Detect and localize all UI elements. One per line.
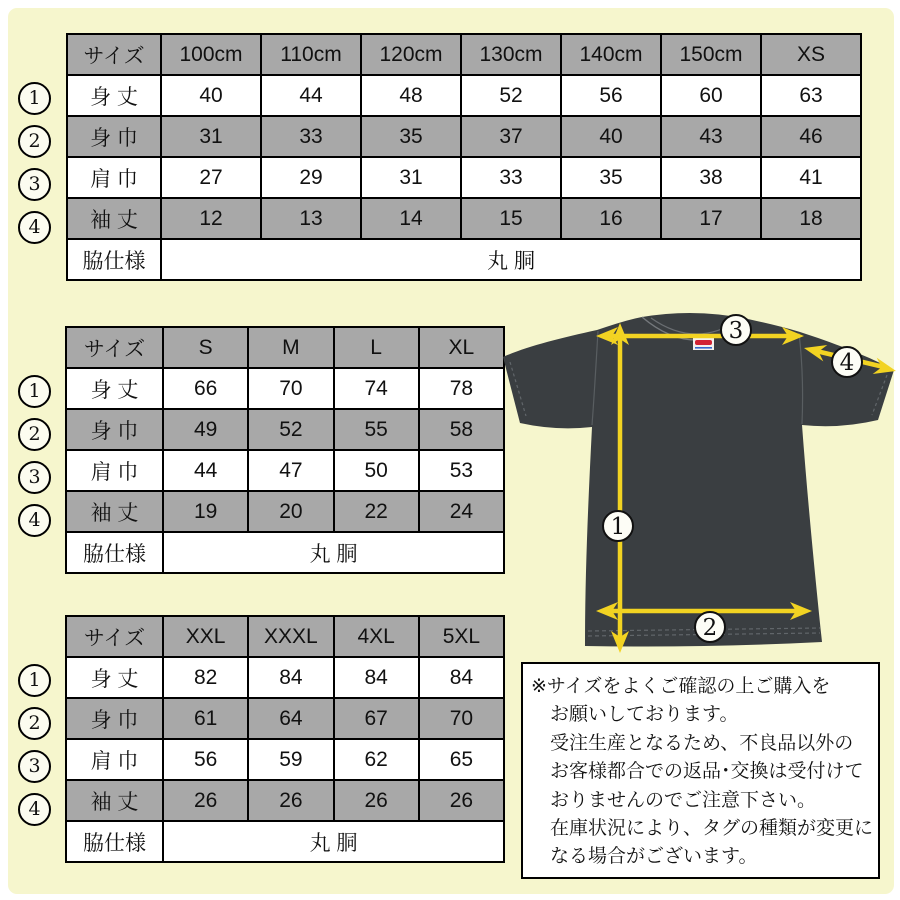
note-line: なる場合がございます。: [550, 846, 758, 868]
size-header-cell: サイズ: [66, 327, 163, 368]
size-value-cell: 44: [163, 450, 248, 491]
row-label: 身 巾: [67, 116, 161, 157]
row-marker-2: 2: [18, 418, 51, 451]
size-value-cell: 84: [419, 657, 504, 698]
size-value-cell: 66: [163, 368, 248, 409]
size-value-cell: 18: [761, 198, 861, 239]
column-header: 5XL: [419, 616, 504, 657]
row-marker-1: 1: [18, 664, 51, 697]
size-value-cell: 52: [248, 409, 333, 450]
row-label: 袖 丈: [67, 198, 161, 239]
note-line: お客様都合での返品･交換は受付けて: [550, 761, 864, 783]
size-value-cell: 67: [334, 698, 419, 739]
size-value-cell: 26: [248, 780, 333, 821]
size-value-cell: 26: [419, 780, 504, 821]
column-header: 120cm: [361, 34, 461, 75]
size-value-cell: 31: [161, 116, 261, 157]
measurement-marker-2: [695, 612, 725, 642]
size-value-cell: 82: [163, 657, 248, 698]
size-value-cell: 41: [761, 157, 861, 198]
size-value-cell: 62: [334, 739, 419, 780]
side-spec-value: 丸 胴: [161, 239, 861, 280]
size-value-cell: 78: [419, 368, 504, 409]
svg-text:4: 4: [839, 350, 855, 376]
size-value-cell: 26: [334, 780, 419, 821]
size-value-cell: 52: [461, 75, 561, 116]
size-value-cell: 74: [334, 368, 419, 409]
size-value-cell: 19: [163, 491, 248, 532]
tshirt-diagram: [500, 305, 900, 655]
size-value-cell: 20: [248, 491, 333, 532]
row-label: 身 丈: [66, 368, 163, 409]
row-marker-4: 4: [18, 211, 51, 244]
column-header: 150cm: [661, 34, 761, 75]
svg-text:2: 2: [702, 615, 718, 641]
size-value-cell: 61: [163, 698, 248, 739]
note-line: 在庫状況により、タグの種類が変更に: [550, 818, 874, 840]
size-value-cell: 13: [261, 198, 361, 239]
row-label: 袖 丈: [66, 491, 163, 532]
size-value-cell: 59: [248, 739, 333, 780]
row-label: 身 丈: [67, 75, 161, 116]
size-value-cell: 15: [461, 198, 561, 239]
row-marker-4: 4: [18, 504, 51, 537]
size-value-cell: 84: [248, 657, 333, 698]
note-line: 受注生産となるため、不良品以外の: [550, 732, 854, 754]
size-value-cell: 58: [419, 409, 504, 450]
row-marker-4: 4: [18, 793, 51, 826]
size-value-cell: 17: [661, 198, 761, 239]
row-marker-2: 2: [18, 707, 51, 740]
row-marker-3: 3: [18, 461, 51, 494]
size-value-cell: 14: [361, 198, 461, 239]
column-header: 110cm: [261, 34, 361, 75]
row-label: 身 巾: [66, 409, 163, 450]
size-value-cell: 40: [561, 116, 661, 157]
column-header: 130cm: [461, 34, 561, 75]
column-header: M: [248, 327, 333, 368]
size-table-adult: [65, 326, 505, 574]
size-value-cell: 60: [661, 75, 761, 116]
row-marker-1: 1: [18, 375, 51, 408]
size-value-cell: 40: [161, 75, 261, 116]
size-value-cell: 43: [661, 116, 761, 157]
column-header: XS: [761, 34, 861, 75]
size-value-cell: 22: [334, 491, 419, 532]
brand-tag-icon: [693, 338, 714, 350]
column-header: 140cm: [561, 34, 661, 75]
svg-text:3: 3: [728, 318, 744, 344]
size-value-cell: 12: [161, 198, 261, 239]
column-header: XL: [419, 327, 504, 368]
row-label: 袖 丈: [66, 780, 163, 821]
size-value-cell: 38: [661, 157, 761, 198]
note-line: おりませんのでご注意下さい。: [550, 789, 817, 811]
size-value-cell: 64: [248, 698, 333, 739]
purchase-note: [521, 662, 880, 879]
size-value-cell: 65: [419, 739, 504, 780]
size-value-cell: 29: [261, 157, 361, 198]
side-spec-value: 丸 胴: [163, 821, 504, 862]
side-spec-label: 脇仕様: [66, 821, 163, 862]
column-header: XXL: [163, 616, 248, 657]
side-spec-label: 脇仕様: [67, 239, 161, 280]
column-header: 4XL: [334, 616, 419, 657]
size-value-cell: 56: [163, 739, 248, 780]
size-value-cell: 16: [561, 198, 661, 239]
row-marker-3: 3: [18, 750, 51, 783]
size-value-cell: 46: [761, 116, 861, 157]
size-value-cell: 37: [461, 116, 561, 157]
size-value-cell: 35: [361, 116, 461, 157]
column-header: S: [163, 327, 248, 368]
size-header-cell: サイズ: [67, 34, 161, 75]
measurement-marker-4: [832, 347, 862, 377]
svg-text:1: 1: [610, 514, 626, 540]
side-spec-label: 脇仕様: [66, 532, 163, 573]
size-value-cell: 50: [334, 450, 419, 491]
size-value-cell: 53: [419, 450, 504, 491]
note-line: お願いしております。: [550, 704, 739, 726]
row-marker-1: 1: [18, 82, 51, 115]
size-value-cell: 31: [361, 157, 461, 198]
column-header: 100cm: [161, 34, 261, 75]
row-marker-3: 3: [18, 168, 51, 201]
size-table-kids: [66, 33, 862, 281]
size-value-cell: 26: [163, 780, 248, 821]
size-value-cell: 48: [361, 75, 461, 116]
row-label: 肩 巾: [66, 450, 163, 491]
row-marker-2: 2: [18, 125, 51, 158]
row-label: 肩 巾: [67, 157, 161, 198]
size-value-cell: 35: [561, 157, 661, 198]
size-value-cell: 24: [419, 491, 504, 532]
size-value-cell: 33: [261, 116, 361, 157]
size-value-cell: 70: [248, 368, 333, 409]
size-value-cell: 47: [248, 450, 333, 491]
size-value-cell: 63: [761, 75, 861, 116]
size-value-cell: 56: [561, 75, 661, 116]
column-header: XXXL: [248, 616, 333, 657]
size-value-cell: 33: [461, 157, 561, 198]
measurement-marker-1: [603, 511, 633, 541]
side-spec-value: 丸 胴: [163, 532, 504, 573]
size-value-cell: 70: [419, 698, 504, 739]
size-value-cell: 55: [334, 409, 419, 450]
row-label: 身 巾: [66, 698, 163, 739]
size-value-cell: 27: [161, 157, 261, 198]
row-label: 肩 巾: [66, 739, 163, 780]
note-line: ※サイズをよくご確認の上ご購入を: [531, 676, 831, 697]
size-table-big: [65, 615, 505, 863]
size-value-cell: 49: [163, 409, 248, 450]
column-header: L: [334, 327, 419, 368]
measurement-marker-3: [721, 315, 751, 345]
size-header-cell: サイズ: [66, 616, 163, 657]
row-label: 身 丈: [66, 657, 163, 698]
size-value-cell: 84: [334, 657, 419, 698]
size-value-cell: 44: [261, 75, 361, 116]
